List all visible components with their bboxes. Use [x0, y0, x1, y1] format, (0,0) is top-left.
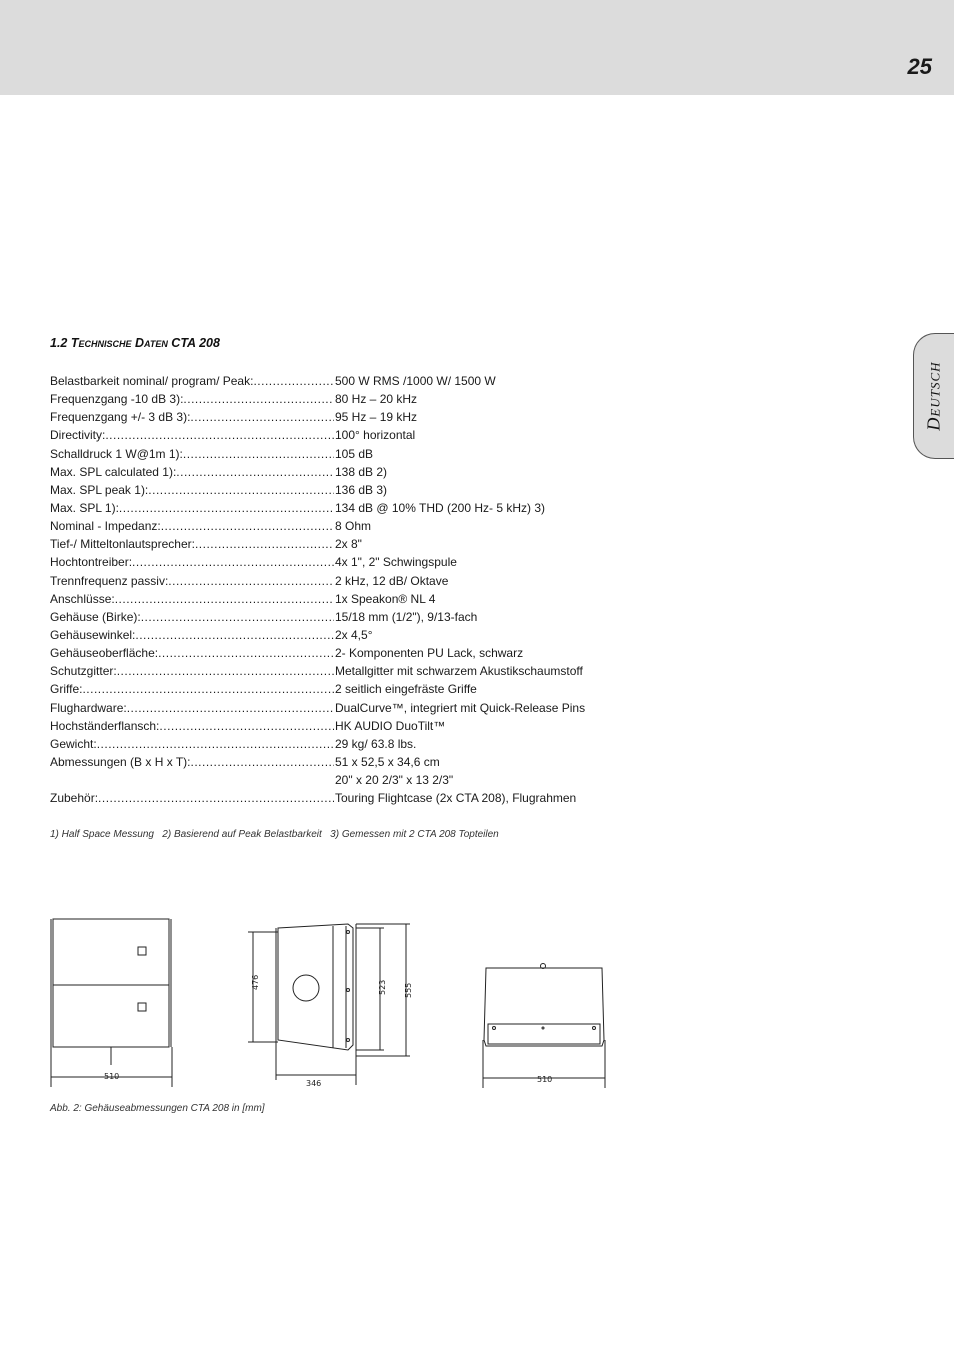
spec-label — [50, 592, 334, 606]
leader-dots — [190, 410, 334, 424]
spec-label-text: Hochtontreiber: — [50, 555, 133, 570]
leader-dots — [105, 428, 334, 442]
spec-label — [50, 737, 334, 751]
spec-row — [50, 463, 610, 481]
spec-row — [50, 789, 610, 807]
leader-dots — [132, 555, 334, 569]
spec-label-text: Tief-/ Mitteltonlautsprecher: — [50, 537, 195, 552]
spec-row — [50, 481, 610, 499]
spec-label — [50, 519, 334, 533]
leader-dots — [82, 682, 334, 696]
spec-label-text: Abmessungen (B x H x T): — [50, 755, 191, 770]
spec-row — [50, 426, 610, 444]
spec-label-text: Griffe: — [50, 682, 83, 697]
spec-label — [50, 791, 334, 805]
spec-label — [50, 574, 334, 588]
spec-row — [50, 445, 610, 463]
side-height-c-label: 555 — [404, 982, 413, 998]
leader-dots — [191, 755, 335, 769]
spec-row — [50, 699, 610, 717]
spec-value: HK AUDIO DuoTilt™ — [335, 718, 446, 733]
top-width-label: 510 — [537, 1075, 553, 1084]
spec-label-text: Gewicht: — [50, 736, 97, 751]
spec-label-text: Schalldruck 1 W@1m 1): — [50, 446, 183, 461]
spec-row — [50, 626, 610, 644]
spec-value: 15/18 mm (1/2"), 9/13-fach — [335, 609, 478, 624]
leader-dots — [161, 519, 334, 533]
spec-value: 2 seitlich eingefräste Griffe — [335, 682, 477, 697]
leader-dots — [176, 465, 334, 479]
page-number: 25 — [907, 54, 932, 79]
spec-value: Metallgitter mit schwarzem Akustikschaumstoff — [335, 664, 583, 679]
spec-value: 51 x 52,5 x 34,6 cm — [335, 755, 440, 770]
spec-row — [50, 408, 610, 426]
spec-label-text: Hochständerflansch: — [50, 718, 160, 733]
spec-row — [50, 717, 610, 735]
spec-label — [50, 719, 334, 733]
leader-dots — [159, 719, 334, 733]
spec-label-text: Anschlüsse: — [50, 591, 115, 606]
language-tab-label: Deutsch — [923, 361, 944, 431]
spec-row — [50, 553, 610, 571]
leader-dots — [183, 392, 334, 406]
spec-row — [50, 372, 610, 390]
leader-dots — [141, 610, 334, 624]
spec-label — [50, 447, 334, 461]
side-height-a-label: 476 — [251, 974, 260, 990]
spec-label — [50, 537, 334, 551]
spec-label — [50, 410, 334, 424]
spec-label — [50, 701, 334, 715]
leader-dots — [148, 483, 334, 497]
spec-value: 2x 4,5° — [335, 628, 373, 643]
spec-value: 2 kHz, 12 dB/ Oktave — [335, 573, 449, 588]
spec-row — [50, 517, 610, 535]
leader-dots — [97, 737, 334, 751]
spec-value: 8 Ohm — [335, 519, 372, 534]
spec-label-text: Frequenzgang -10 dB 3): — [50, 392, 184, 407]
leader-dots — [168, 574, 334, 588]
spec-row — [50, 735, 610, 753]
spec-label-text: Schutzgitter: — [50, 664, 117, 679]
spec-row — [50, 753, 610, 771]
spec-value: 100° horizontal — [335, 428, 416, 443]
section-title: 1.2 Technische Daten CTA 208 — [50, 336, 220, 350]
spec-label — [50, 465, 334, 479]
spec-label — [50, 501, 334, 515]
spec-row — [50, 590, 610, 608]
spec-value: 2x 8" — [335, 537, 362, 552]
spec-row — [50, 390, 610, 408]
side-view-drawing — [248, 920, 418, 1092]
spec-label-text: Directivity: — [50, 428, 106, 443]
spec-label — [50, 555, 334, 569]
top-view-drawing — [480, 960, 610, 1090]
spec-value: 4x 1", 2" Schwingspule — [335, 555, 457, 570]
spec-value: DualCurve™, integriert mit Quick-Release Pins — [335, 700, 586, 715]
leader-dots — [183, 447, 334, 461]
spec-label-text: Gehäusewinkel: — [50, 628, 136, 643]
spec-value: 20" x 20 2/3" x 13 2/3" — [335, 773, 454, 788]
spec-label-text: Gehäuse (Birke): — [50, 609, 141, 624]
spec-value: 1x Speakon® NL 4 — [335, 591, 436, 606]
language-tab[interactable] — [913, 333, 954, 459]
spec-value: Touring Flightcase (2x CTA 208), Flugrahmen — [335, 791, 577, 806]
spec-value: 105 dB — [335, 446, 374, 461]
spec-label-text: Max. SPL 1): — [50, 501, 119, 516]
spec-label-text: Gehäuseoberfläche: — [50, 646, 159, 661]
spec-value: 2- Komponenten PU Lack, schwarz — [335, 646, 524, 661]
footnotes: 1) Half Space Messung 2) Basierend auf Peak Belastbarkeit 3) Gemessen mit 2 CTA 208 Topteilen — [50, 829, 499, 840]
spec-label-text: Belastbarkeit nominal/ program/ Peak: — [50, 374, 254, 389]
spec-list — [50, 372, 610, 807]
spec-value: 134 dB @ 10% THD (200 Hz- 5 kHz) 3) — [335, 501, 546, 516]
spec-row — [50, 608, 610, 626]
figure-caption: Abb. 2: Gehäuseabmessungen CTA 208 in [mm] — [50, 1103, 265, 1114]
spec-row — [50, 644, 610, 662]
leader-dots — [135, 628, 334, 642]
front-width-label: 510 — [104, 1072, 120, 1081]
spec-value: 136 dB 3) — [335, 482, 388, 497]
front-view-drawing — [48, 915, 178, 1090]
leader-dots — [127, 701, 334, 715]
spec-label-text: Flughardware: — [50, 700, 127, 715]
leader-dots — [253, 374, 334, 388]
spec-value: 500 W RMS /1000 W/ 1500 W — [335, 374, 496, 389]
spec-label-text: Max. SPL calculated 1): — [50, 464, 177, 479]
side-height-b-label: 523 — [378, 979, 387, 995]
spec-label — [50, 628, 334, 642]
spec-row — [50, 771, 610, 789]
spec-value: 80 Hz – 20 kHz — [335, 392, 418, 407]
spec-label — [50, 483, 334, 497]
leader-dots — [115, 592, 334, 606]
spec-label — [50, 374, 334, 388]
leader-dots — [98, 791, 334, 805]
spec-label — [50, 428, 334, 442]
header-band — [0, 0, 954, 95]
spec-row — [50, 499, 610, 517]
leader-dots — [119, 501, 334, 515]
spec-label — [50, 646, 334, 660]
spec-label-text: Trennfrequenz passiv: — [50, 573, 169, 588]
spec-value: 95 Hz – 19 kHz — [335, 410, 418, 425]
spec-label — [50, 392, 334, 406]
leader-dots — [117, 664, 334, 678]
spec-label — [50, 755, 334, 769]
spec-value: 138 dB 2) — [335, 464, 388, 479]
leader-dots — [158, 646, 334, 660]
leader-dots — [195, 537, 334, 551]
spec-row — [50, 572, 610, 590]
spec-label — [50, 664, 334, 678]
spec-label-text: Frequenzgang +/- 3 dB 3): — [50, 410, 191, 425]
spec-row — [50, 680, 610, 698]
spec-value: 29 kg/ 63.8 lbs. — [335, 736, 417, 751]
side-depth-label: 346 — [306, 1079, 322, 1088]
spec-row — [50, 662, 610, 680]
spec-label — [50, 682, 334, 696]
spec-label — [50, 610, 334, 624]
spec-label-text: Max. SPL peak 1): — [50, 482, 149, 497]
spec-row — [50, 535, 610, 553]
spec-label-text: Zubehör: — [50, 791, 99, 806]
spec-label-text: Nominal - Impedanz: — [50, 519, 161, 534]
